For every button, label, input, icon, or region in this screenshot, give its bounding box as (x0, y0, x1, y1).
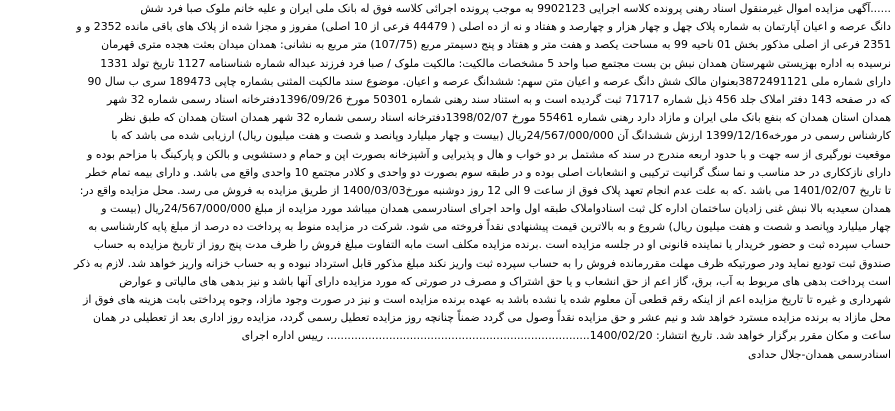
notice-line-5: دارای شماره ملی 3872491121بعنوان مالک شش دانگ عرصه و اعیان متن سهم: ششدانگ عرصه و اعیان. موضوع سند مالکیت المثنی بشماره چاپی 189473 سری ب سال 90 (87, 74, 891, 88)
notice-line-11: تا تاریخ 1401/02/07 می باشد .که به علت عدم انجام تعهد پلاک فوق از ساعت 9 الی 12 روز دوشنبه مورخ1400/03/03 از طریق مزایده به فروش می رسد. محل مزایده واقع در: (79, 183, 891, 197)
notice-line-9: موقعیت نورگیری از سه جهت و با حدود اربعه مندرج در سند که مشتمل بر دو خواب و هال و پذیرایی و آشپزخانه بصورت اپن و حمام و دستشویی و بالکن و پارکینگ با مزاحم بوده و (87, 147, 891, 161)
notice-line-3: 2351 فرعی از اصلی مذکور بخش 01 ناحیه 99 به مساحت یکصد و هفت متر و هفتاد و پنج دسیمتر مربع (107/75) متر مربع به نشانی: همدان میدان بعثت هجده متری قهرمان (101, 38, 891, 52)
notice-line-15: صندوق ثبت تودیع نماید ودر صورتیکه ظرف مهلت مقررمانده فروش را به حساب سپرده ثبت واریز نکند مبلغ مذکور قابل استرداد نبوده و به حساب خزانه واریز خواهد شد. لازم به ذکر (74, 256, 891, 270)
notice-line-7: همدان استان همدان که بنفع بانک ملی ایران و مازاد دارد رهنی شماره 55461 مورخ 1398/02/07دفترخانه اسناد رسمی شماره 32 شهر همدان استان همدان که طبق نظر (117, 111, 891, 125)
notice-line-8: کارشناس رسمی در مورخه1399/12/16 ارزش ششدانگ آن 24/567/000/000ریال (بیست و چهار میلیارد وپانصد و شصت و هفت میلیون ریال) ارزیابی شده می باشد که با (111, 129, 891, 143)
notice-line-19: ساعت و مکان مقرر برگزار خواهد شد. تاریخ انتشار: 1400/02/20............................................................................ رییس اداره اجرای (241, 329, 891, 343)
notice-line-14: حساب سپرده ثبت و حضور خریدار یا نماینده قانونی او در جلسه مزایده است .برنده مزایده مکلف است مابه التفاوت مبلغ فروش را ظرف مدت پنج روز از تاریخ مزایده به حساب (93, 238, 891, 252)
notice-line-13: چهار میلیارد وپانصد و شصت و هفت میلیون ریال) شروع و به بالاترین قیمت پیشنهادی نقداً فروخته می شود. شرکت در مزایده منوط به پرداخت ده درصد از مبلغ پایه کارشناسی به (88, 220, 891, 234)
notice-signature-line: اسنادرسمی همدان-جلال حدادی (748, 347, 891, 361)
notice-line-4: نرسیده به اداره بهزیستی شهرستان همدان نبش بن بست مجتمع صبا واحد 5 مشخصات مالکیت: مالکیت ملوک / صبا فرد فرزند عبداله شماره شناسنامه 1127 تاریخ تولد 1331 (100, 56, 891, 70)
notice-line-10: دارای نازککاری در حد مناسب و نما سنگ گرانیت ترکیبی و انشعابات اصلی بوده و در طبقه سوم بصورت دو واحدی و کلادر مجتمع 10 واحدی واقع می باشد. و دارای بیمه تمام خطر (85, 165, 891, 179)
notice-line-6: که در صفحه 143 دفتر املاک جلد 456 ذیل شماره 71717 ثبت گردیده است و به استناد سند رهنی شماره 50301 مورخ 1396/09/26دفترخانه اسناد رسمی شماره 32 شهر (107, 92, 891, 106)
notice-line-12: همدان سعیدیه بالا نبش غنی زادیان ساختمان اداره کل ثبت اسنادواملاک طبقه اول واحد اجرای اسنادرسمی همدان میباشد مورد مزایده از مبلغ 24/567/000/000ریال (بیست و (101, 202, 891, 216)
notice-line-16: است پرداخت بدهی های مربوط به آب، برق، گاز اعم از حق انشعاب و یا حق اشتراک و مصرف در صورتی که مورد مزایده دارای آنها باشد و نیز بدهی های مالیاتی و عوارض (119, 274, 891, 288)
notice-line-1: ......آگهی مزایده اموال غیرمنقول اسناد رهنی پرونده کلاسه اجرایی 9902123 به موجب پرونده اجرائی کلاسه فوق له بانک ملی ایران و علیه خانم ملوک صبا فرد شش (140, 2, 891, 15)
notice-line-17: شهرداری و غیره تا تاریخ مزایده اعم از اینکه رقم قطعی آن معلوم شده یا نشده باشد به عهده برنده مزایده است و نیز در صورت وجود مازاد، وجوه پرداختی بابت هزینه های فوق از (83, 293, 891, 306)
notice-line-18: محل مازاد به برنده مزایده مسترد خواهد شد و نیم عشر و حق مزایده نقداً وصول می گردد ضمناً چنانچه روز مزایده تعطیل رسمی گردد، مزایده روز اداری بعد از تعطیلی در همان (93, 311, 891, 325)
notice-line-2: دانگ عرصه و اعیان آپارتمان به شماره پلاک چهل و چهار هزار و چهارصد و هفتاد و نه از ده اصلی ( 44479 فرعی از 10 اصلی) مفروز و مجزا شده از پلاک های باقی مانده 2352 و و (76, 20, 891, 34)
